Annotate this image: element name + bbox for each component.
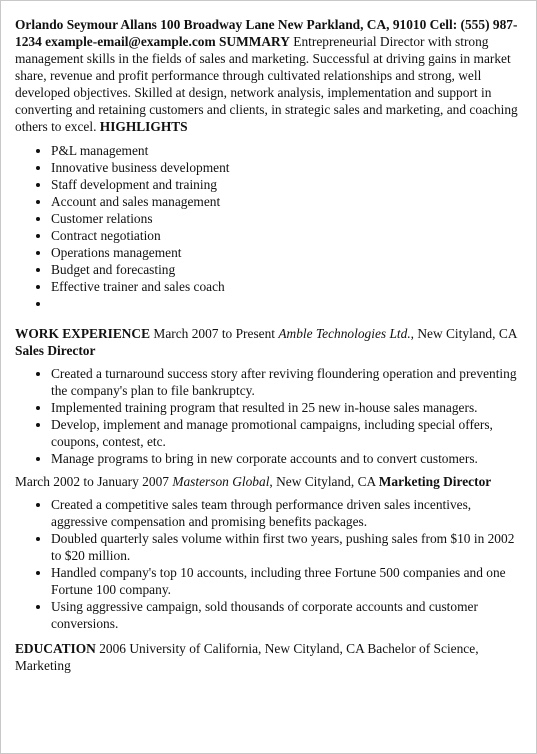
- summary-heading: SUMMARY: [218, 34, 290, 49]
- job-bullet: • Created a turnaround success story after reviving floundering operation and preventing the company's plan to file bankruptcy.: [51, 365, 521, 399]
- highlight-item: • Account and sales management: [51, 193, 521, 210]
- job-company: Masterson Global: [172, 474, 270, 489]
- job-company: Amble Technologies Ltd.: [278, 326, 411, 341]
- job-location: , New Cityland, CA: [269, 474, 376, 489]
- job-dates: March 2007 to Present: [153, 326, 276, 341]
- job-dates: March 2002 to January 2007: [15, 474, 169, 489]
- job-bullet: • Handled company's top 10 accounts, including three Fortune 500 companies and one Fortune 100 company.: [51, 564, 521, 598]
- header-paragraph: [15, 16, 521, 135]
- job-title: Marketing Director: [378, 474, 492, 489]
- highlight-item: • Budget and forecasting: [51, 261, 521, 278]
- highlight-item: • Staff development and training: [51, 176, 521, 193]
- highlight-item: • Innovative business development: [51, 159, 521, 176]
- summary-text: Entrepreneurial Director with strong management skills in the fields of sales and marketing. Successful at driving gains in market share, revenue and profit performance through cultivated relationships and strong, well developed objectives. Skilled at design, network analysis, implementation and support in converting and retaining customers and clients, in strategic sales and marketing, and coaching others to excel.: [15, 34, 518, 134]
- job-bullet: • Develop, implement and manage promotional campaigns, including special offers, coupons, contest, etc.: [51, 416, 521, 450]
- job-bullet: • Manage programs to bring in new corporate accounts and to convert customers.: [51, 450, 521, 467]
- job-bullet: • Implemented training program that resulted in 25 new in-house sales managers.: [51, 399, 521, 416]
- work-experience-heading: WORK EXPERIENCE: [15, 326, 151, 341]
- highlight-item: • Customer relations: [51, 210, 521, 227]
- contact-line: Orlando Seymour Allans 100 Broadway Lane New Parkland, CA, 91010 Cell: (555) 987-1234 example-email@example.com: [15, 17, 518, 49]
- resume-document: [15, 16, 521, 674]
- job-header-2: [15, 473, 521, 490]
- job-location: , New Cityland, CA: [410, 326, 517, 341]
- highlight-item: • Contract negotiation: [51, 227, 521, 244]
- highlight-item: • Operations management: [51, 244, 521, 261]
- job-bullet: • Using aggressive campaign, sold thousands of corporate accounts and customer conversions.: [51, 598, 521, 632]
- highlight-item: [51, 295, 521, 312]
- job-header-1: [15, 325, 521, 359]
- job-bullet: • Doubled quarterly sales volume within first two years, pushing sales from $10 in 2002 to $20 million.: [51, 530, 521, 564]
- education-text: 2006 University of California, New Cityland, CA Bachelor of Science, Marketing: [15, 641, 479, 673]
- education-heading: EDUCATION: [15, 641, 96, 656]
- highlight-item: • P&L management: [51, 142, 521, 159]
- highlights-heading: HIGHLIGHTS: [99, 119, 188, 134]
- job-bullet: • Created a competitive sales team through performance driven sales incentives, aggressive compensation and promising benefits packages.: [51, 496, 521, 530]
- job-2-bullets: [15, 496, 521, 632]
- highlight-item: • Effective trainer and sales coach: [51, 278, 521, 295]
- job-title: Sales Director: [15, 343, 96, 358]
- education-paragraph: [15, 640, 521, 674]
- highlights-list: [15, 142, 521, 312]
- job-1-bullets: [15, 365, 521, 467]
